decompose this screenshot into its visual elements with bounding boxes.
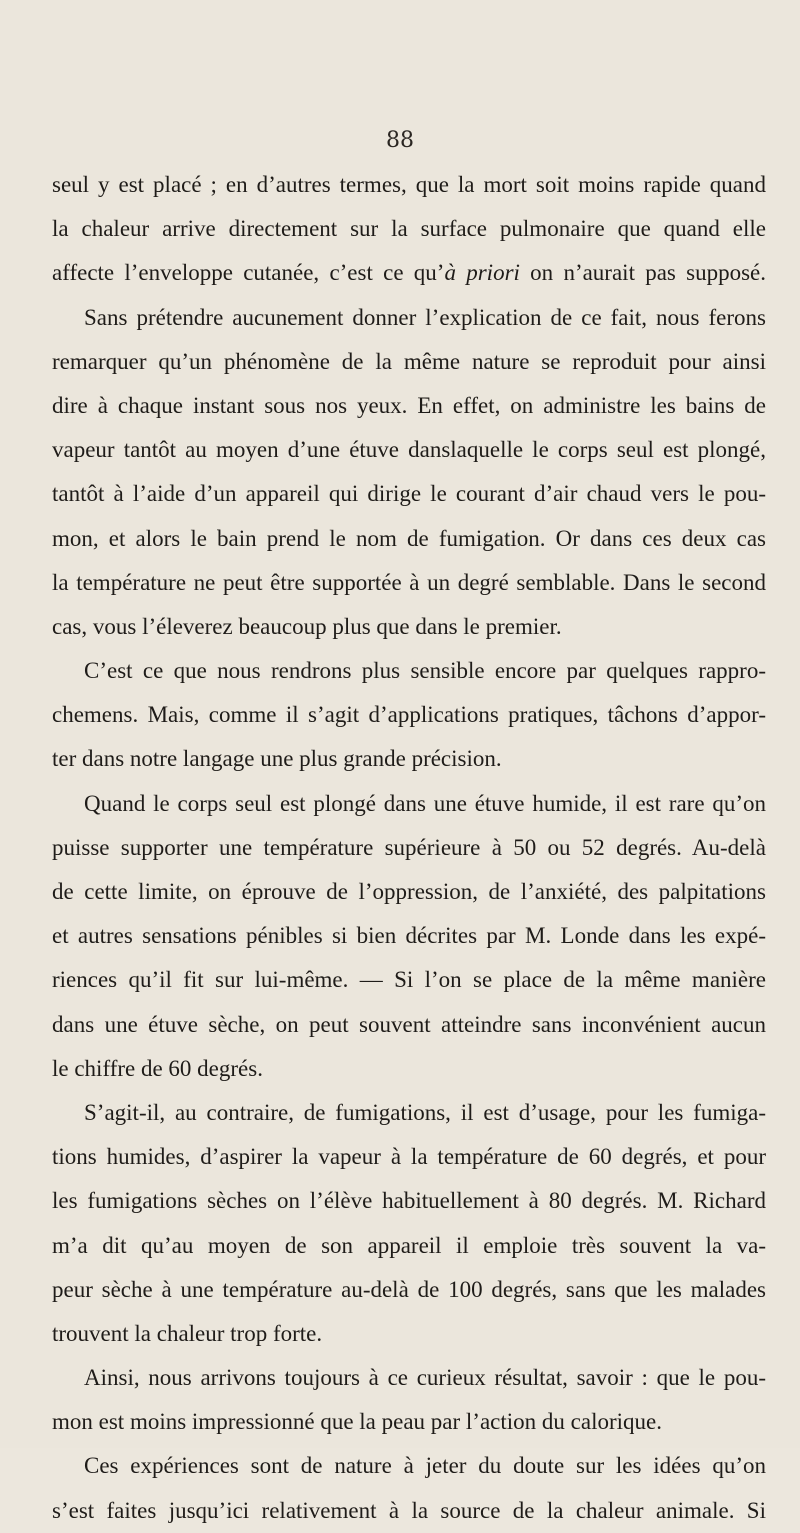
text-line: remarquer qu’un phénomène de la même nature se reproduit pour ainsi bbox=[52, 348, 766, 374]
text-line: m’a dit qu’au moyen de son appareil il emploie très souvent la va- bbox=[52, 1232, 766, 1258]
text-segment: affecte l’enveloppe cutanée, c’est ce qu’ bbox=[52, 260, 445, 286]
text-line: puisse supporter une température supérieure à 50 ou 52 degrés. Au-delà bbox=[52, 834, 766, 860]
text-line: Ces expériences sont de nature à jeter du doute sur les idées qu’on bbox=[84, 1453, 766, 1479]
text-segment: on n’aurait pas supposé. bbox=[519, 260, 766, 286]
text-line: Quand le corps seul est plongé dans une étuve humide, il est rare qu’on bbox=[84, 790, 766, 816]
italic-phrase: à priori bbox=[444, 260, 520, 286]
text-line: riences qu’il fit sur lui-même. — Si l’on se place de la même manière bbox=[52, 967, 766, 993]
text-line: mon, et alors le bain prend le nom de fumigation. Or dans ces deux cas bbox=[52, 525, 766, 551]
text-line: tantôt à l’aide d’un appareil qui dirige le courant d’air chaud vers le pou- bbox=[52, 481, 766, 507]
text-line: la chaleur arrive directement sur la surface pulmonaire que quand elle bbox=[52, 216, 766, 242]
text-line: peur sèche à une température au-delà de 100 degrés, sans que les malades bbox=[52, 1276, 766, 1302]
text-line: seul y est placé ; en d’autres termes, que la mort soit moins rapide quand bbox=[52, 172, 766, 197]
text-line: Ainsi, nous arrivons toujours à ce curieux résultat, savoir : que le pou- bbox=[84, 1365, 766, 1391]
text-line: la température ne peut être supportée à un degré semblable. Dans le second bbox=[52, 569, 766, 595]
text-line: trouvent la chaleur trop forte. bbox=[52, 1320, 323, 1346]
page-number: 88 bbox=[386, 128, 414, 153]
text-line: de cette limite, on éprouve de l’oppression, de l’anxiété, des palpitations bbox=[52, 879, 766, 904]
text-line: vapeur tantôt au moyen d’une étuve danslaquelle le corps seul est plongé, bbox=[52, 437, 766, 463]
text-line: cas, vous l’éleverez beaucoup plus que dans le premier. bbox=[52, 613, 562, 639]
text-line: s’est faites jusqu’ici relativement à la source de la chaleur animale. Si bbox=[52, 1497, 766, 1523]
text-line: S’agit-il, au contraire, de fumigations, il est d’usage, pour les fumiga- bbox=[84, 1099, 766, 1125]
body-text bbox=[52, 163, 766, 1533]
text-line: dire à chaque instant sous nos yeux. En effet, on administre les bains de bbox=[52, 392, 766, 418]
text-line: ter dans notre langage une plus grande précision. bbox=[52, 746, 502, 772]
text-line: chemens. Mais, comme il s’agit d’applications pratiques, tâchons d’appor- bbox=[52, 702, 766, 728]
text-line: C’est ce que nous rendrons plus sensible encore par quelques rappro- bbox=[84, 658, 766, 684]
text-line: le chiffre de 60 degrés. bbox=[52, 1055, 263, 1081]
text-line bbox=[52, 251, 766, 295]
text-line: les fumigations sèches on l’élève habituellement à 80 degrés. M. Richard bbox=[52, 1188, 766, 1214]
text-line: tions humides, d’aspirer la vapeur à la température de 60 degrés, et pour bbox=[52, 1144, 766, 1170]
text-line: dans une étuve sèche, on peut souvent atteindre sans inconvénient aucun bbox=[52, 1011, 766, 1037]
text-line: Sans prétendre aucunement donner l’explication de ce fait, nous ferons bbox=[84, 304, 766, 330]
text-line: mon est moins impressionné que la peau par l’action du calorique. bbox=[52, 1409, 662, 1435]
text-line: et autres sensations pénibles si bien décrites par M. Londe dans les expé- bbox=[52, 923, 766, 949]
